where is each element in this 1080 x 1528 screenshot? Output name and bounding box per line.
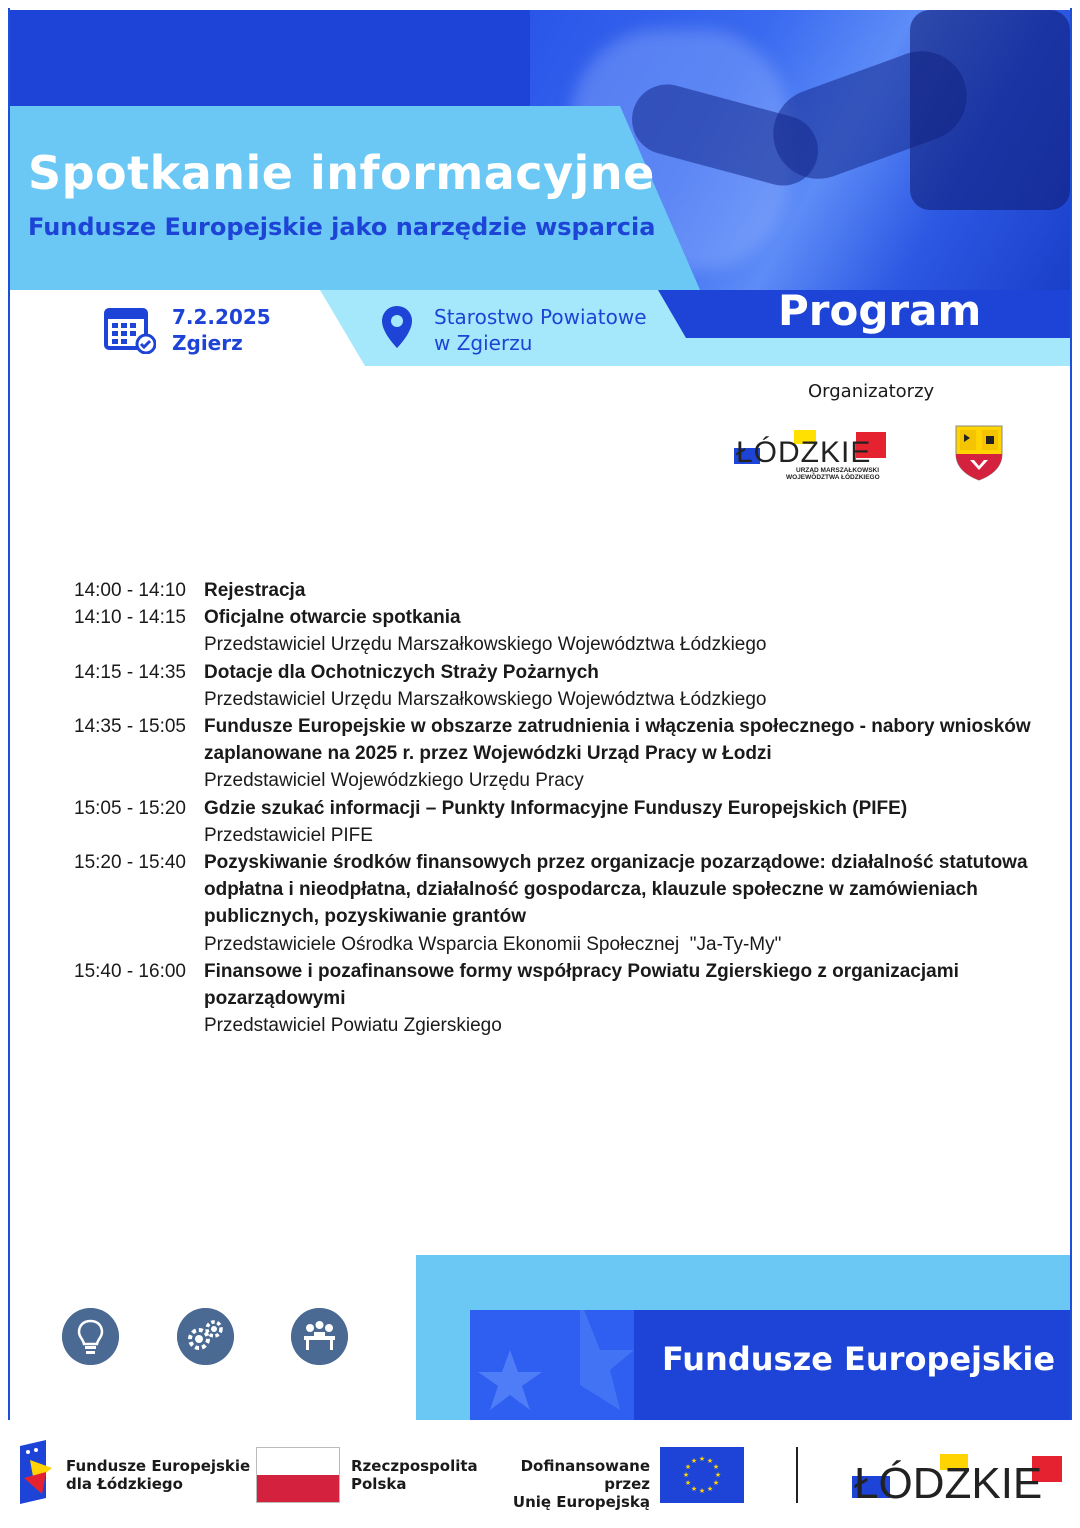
svg-text:★: ★ (712, 1479, 720, 1487)
flag-red-stripe (257, 1475, 339, 1502)
agenda-body (204, 713, 1034, 795)
poland-text (351, 1457, 478, 1493)
agenda-row (74, 577, 1034, 604)
coat-of-arms-icon (954, 424, 1004, 482)
eu-line-2: Unię Europejską (512, 1493, 650, 1511)
lodzkie-logo-text: ŁÓDZKIE (736, 436, 872, 469)
agenda-body (204, 659, 1034, 713)
eu-line-1: Dofinansowane przez (520, 1457, 650, 1493)
agenda-row (74, 659, 1034, 713)
svg-text:★: ★ (682, 1471, 690, 1479)
poland-flag-icon (256, 1447, 340, 1503)
agenda-time: 15:40 - 16:00 (74, 960, 186, 982)
lodzkie-footer-logo-text: ŁÓDZKIE (854, 1459, 1043, 1506)
lodzkie-footer-logo (852, 1450, 1062, 1506)
gears-icon (177, 1308, 234, 1365)
page-title: Spotkanie informacyjne (28, 146, 655, 200)
lodzkie-logo-sub1: URZĄD MARSZAŁKOWSKI (796, 467, 880, 474)
fe-banner-text: Fundusze Europejskie (662, 1340, 1056, 1378)
event-date (172, 304, 271, 356)
fe-logo-text (66, 1457, 250, 1493)
agenda-topic: Finansowe i pozafinansowe formy współpracy Powiatu Zgierskiego z organizacjami pozarządowymi (204, 960, 959, 1010)
fe-logo-icon (16, 1438, 56, 1510)
location-pin-icon (380, 304, 414, 350)
eu-funding-text (494, 1457, 650, 1511)
place-line-1: Starostwo Powiatowe (434, 305, 647, 329)
agenda-row (74, 958, 1034, 1040)
page-subtitle: Fundusze Europejskie jako narzędzie wsparcia (28, 213, 656, 241)
agenda-topic: Rejestracja (204, 580, 306, 601)
agenda-row (74, 849, 1034, 958)
eu-flag-icon (660, 1447, 744, 1503)
svg-text:★: ★ (706, 1457, 714, 1465)
svg-text:★: ★ (714, 1471, 722, 1479)
agenda-row (74, 713, 1034, 795)
lodzkie-logo (734, 428, 890, 484)
sleeve-shape (910, 10, 1070, 210)
agenda-time: 14:15 - 14:35 (74, 661, 186, 683)
svg-text:★: ★ (690, 1485, 698, 1493)
svg-text:★: ★ (690, 1457, 698, 1465)
agenda-row (74, 795, 1034, 849)
event-place (434, 304, 647, 356)
city-value: Zgierz (172, 331, 243, 355)
agenda-speaker: Przedstawiciel Wojewódzkiego Urzędu Pracy (204, 770, 584, 792)
logo-divider (796, 1447, 798, 1503)
agenda-time: 14:00 - 14:10 (74, 580, 186, 601)
svg-text:★: ★ (698, 1455, 706, 1463)
poland-line-2: Polska (351, 1475, 407, 1493)
agenda-time: 15:20 - 15:40 (74, 852, 186, 874)
agenda-time: 15:05 - 15:20 (74, 797, 186, 819)
agenda-speaker: Przedstawiciel Powiatu Zgierskiego (204, 1015, 502, 1037)
program-label: Program (778, 286, 982, 335)
place-line-2: w Zgierzu (434, 331, 533, 355)
svg-text:★: ★ (684, 1463, 692, 1471)
agenda-body (204, 795, 1034, 849)
svg-text:★: ★ (706, 1485, 714, 1493)
svg-text:★: ★ (712, 1463, 720, 1471)
agenda-body (204, 577, 1034, 604)
poland-line-1: Rzeczpospolita (351, 1457, 478, 1475)
agenda-body (204, 958, 1034, 1040)
fe-logo-line-2: dla Łódzkiego (66, 1475, 183, 1493)
lightbulb-icon (62, 1308, 119, 1365)
agenda-time: 14:10 - 14:15 (74, 607, 186, 629)
agenda-topic: Oficjalne otwarcie spotkania (204, 607, 461, 629)
star-pattern-icon (470, 1310, 634, 1420)
lodzkie-logo-sub2: WOJEWÓDZTWA ŁÓDZKIEGO (786, 474, 880, 481)
agenda-time: 14:35 - 15:05 (74, 716, 186, 738)
agenda-speaker: Przedstawiciel Urzędu Marszałkowskiego Województwa Łódzkiego (204, 688, 767, 710)
svg-text:★: ★ (698, 1487, 706, 1495)
agenda-row (74, 604, 1034, 658)
agenda-speaker: Przedstawiciel PIFE (204, 824, 373, 846)
agenda-speaker: Przedstawiciel Urzędu Marszałkowskiego Województwa Łódzkiego (204, 634, 767, 656)
agenda-body (204, 604, 1034, 658)
agenda-body (204, 849, 1034, 958)
meeting-icon (291, 1308, 348, 1365)
date-value: 7.2.2025 (172, 305, 271, 329)
fe-logo-line-1: Fundusze Europejskie (66, 1457, 251, 1475)
svg-text:★: ★ (684, 1479, 692, 1487)
organizers-label: Organizatorzy (808, 381, 935, 402)
agenda-topic: Fundusze Europejskie w obszarze zatrudnienia i włączenia społecznego - nabory wniosków zaplanowane na 2025 r. przez Wojewódzki Urząd Pracy w Łodzi (204, 716, 1031, 765)
calendar-icon (104, 304, 156, 354)
agenda-topic: Gdzie szukać informacji – Punkty Informacyjne Funduszy Europejskich (PIFE) (204, 797, 908, 819)
agenda-topic: Dotacje dla Ochotniczych Straży Pożarnych (204, 661, 599, 683)
flag-white-stripe (257, 1448, 339, 1475)
agenda-topic: Pozyskiwanie środków finansowych przez organizacje pozarządowe: działalność statutowa odpłatna i nieodpłatna, działalność gospodarcza, klauzule społeczne w zamówieniach publicznych, pozyskiwanie grantów (204, 852, 1028, 928)
agenda-speaker: Przedstawiciele Ośrodka Wsparcia Ekonomii Społecznej "Ja-Ty-My" (204, 933, 782, 955)
agenda-list (74, 577, 1034, 1039)
